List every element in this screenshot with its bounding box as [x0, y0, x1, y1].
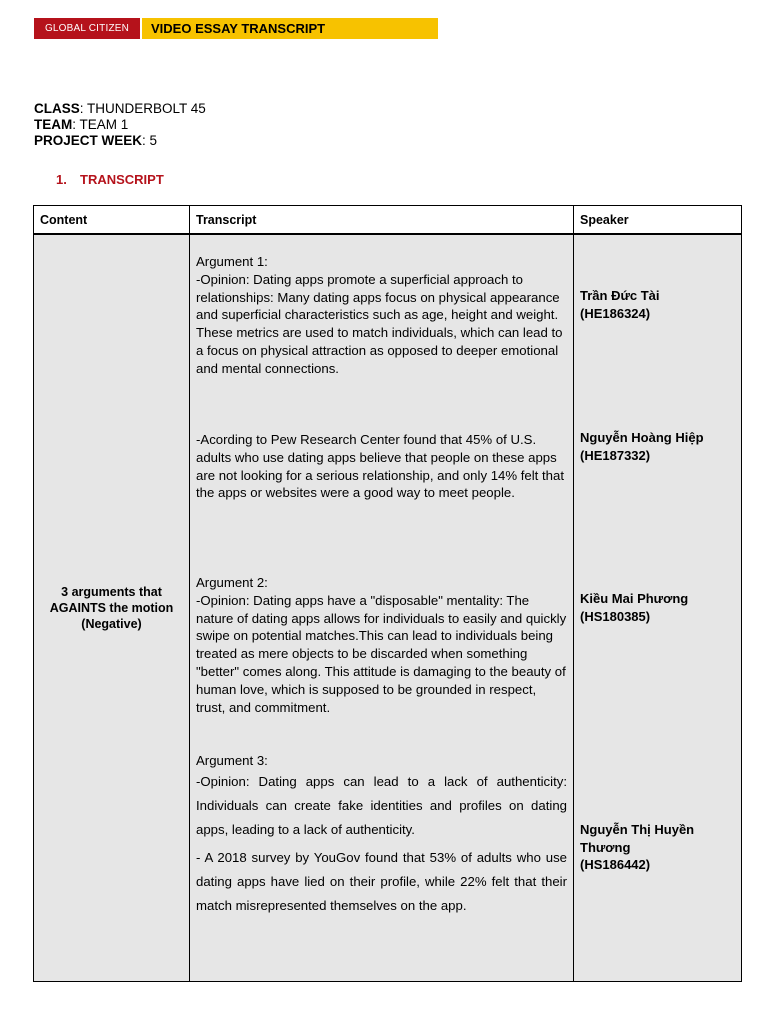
week-line: [34, 133, 206, 149]
speaker-id: (HS186442): [580, 857, 651, 872]
speaker-id: (HS180385): [580, 608, 651, 624]
speaker-4: [580, 821, 737, 874]
meta-block: [34, 101, 206, 149]
argument-2-text: -Opinion: Dating apps have a "disposable" mentality: The nature of dating apps allows for individuals to easily and quickly swipe on potential matches.This can lead to individuals being treated as mere objects to be discarded when something "better" comes along. This attitude is damaging to the beauty of human love, which is supposed to be grounded in respect, trust, and commitment.: [196, 592, 567, 715]
argument-1-title: Argument 1:: [196, 254, 268, 269]
content-line: (Negative): [81, 617, 142, 631]
transcript-table: [33, 205, 742, 982]
argument-1: [196, 253, 567, 378]
header-transcript: Transcript: [190, 206, 574, 235]
pew-research-paragraph: [196, 431, 567, 502]
header-content: Content: [34, 206, 190, 235]
pew-research-text: -Acording to Pew Research Center found that 45% of U.S. adults who use dating apps believe that people on these apps are not looking for a serious relationship, and only 14% felt that the apps or websites were a good way to meet people.: [196, 432, 565, 501]
speaker-2: [580, 429, 737, 464]
speaker-name: Trần Đức Tài: [580, 288, 660, 303]
argument-3: [196, 770, 567, 842]
class-label: CLASS: [34, 101, 80, 116]
header-speaker: Speaker: [574, 206, 742, 235]
week-label: PROJECT WEEK: [34, 133, 143, 148]
document-title: VIDEO ESSAY TRANSCRIPT: [142, 18, 438, 39]
argument-3-text: -Opinion: Dating apps can lead to a lack of authenticity: Individuals can create fake identities and profiles on dating apps, leading to a lack of authenticity.: [196, 774, 567, 837]
argument-3-title: Argument 3:: [196, 753, 268, 768]
content-line: AGAINTS the motion: [49, 601, 174, 615]
team-line: [34, 117, 206, 133]
class-value: : THUNDERBOLT 45: [79, 101, 206, 116]
yougov-text: - A 2018 survey by YouGov found that 53% of adults who use dating apps have lied on their profile, while 22% felt that their match misrepresented themselves on the app.: [196, 850, 567, 913]
speaker-name: Kiều Mai Phương: [580, 591, 689, 606]
team-label: TEAM: [34, 117, 73, 132]
table-header-row: [34, 206, 742, 235]
speaker-name: Nguyễn Hoàng Hiệp: [580, 430, 704, 445]
content-line: 3 arguments that: [61, 585, 162, 599]
brand-badge: GLOBAL CITIZEN: [34, 18, 140, 39]
speaker-name-cont: Thương: [580, 839, 631, 855]
speaker-id: (HE186324): [580, 305, 651, 321]
speaker-cell: [574, 234, 742, 982]
section-title: TRANSCRIPT: [80, 172, 164, 187]
argument-1-text: -Opinion: Dating apps promote a superficial approach to relationships: Many dating apps focus on physical appearance and superficial characteristics such as age, height and weight. These metrics are used to match individuals, which can lead to a focus on physical attraction as opposed to deeper emotional and mental connections.: [196, 271, 563, 376]
argument-3-title-block: [196, 752, 567, 770]
speaker-3: [580, 590, 737, 625]
speaker-1: [580, 287, 737, 322]
argument-2: [196, 574, 567, 716]
team-value: : TEAM 1: [72, 117, 129, 132]
content-cell: [34, 234, 190, 982]
speaker-id: (HE187332): [580, 447, 651, 463]
argument-2-title: Argument 2:: [196, 575, 268, 590]
section-number: 1.: [56, 172, 67, 187]
table-row: [34, 234, 742, 982]
transcript-cell: [190, 234, 574, 982]
yougov-paragraph: [196, 846, 567, 918]
section-heading: [56, 172, 164, 187]
class-line: [34, 101, 206, 117]
week-value: : 5: [142, 133, 158, 148]
speaker-name: Nguyễn Thị Huyền: [580, 822, 695, 837]
